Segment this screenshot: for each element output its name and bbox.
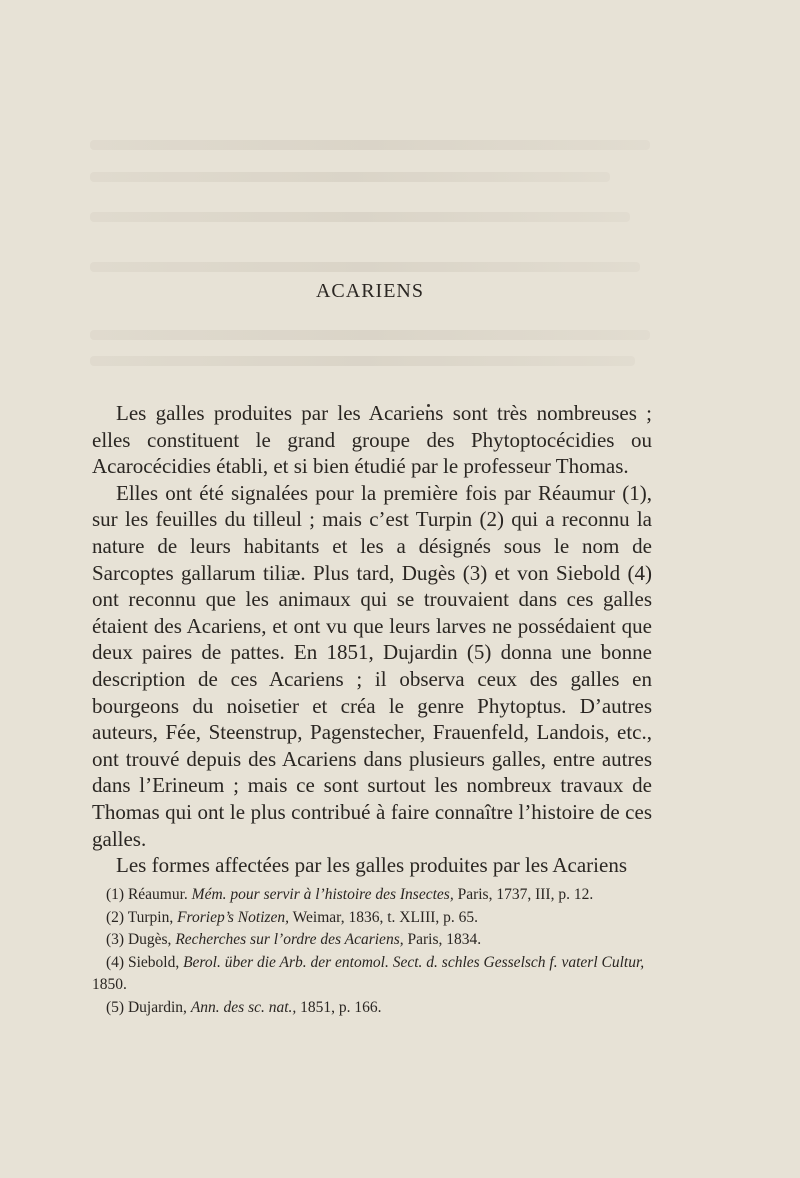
bleed-through-line <box>90 356 635 366</box>
footnote-work: Ann. des sc. nat., <box>190 998 297 1016</box>
footnote-number: (4) <box>106 953 125 971</box>
footnote-number: (3) <box>106 931 125 948</box>
footnote-details: Paris, 1834. <box>407 931 482 948</box>
footnote-work: Mém. pour servir à l’histoire des Insectes, <box>191 886 454 903</box>
footnote-author: Siebold, <box>127 953 180 971</box>
footnotes <box>92 884 652 1019</box>
footnote <box>92 997 652 1020</box>
footnote-number: (1) <box>106 886 125 903</box>
footnote <box>92 884 652 907</box>
bleed-through-line <box>90 212 630 222</box>
paragraph: Les galles produites par les Acariens sont très nombreuses ; elles constituent le grand groupe des Phytoptocécidies ou Acarocécidies établi, et si bien étudié par le professeur Thomas. <box>92 401 652 479</box>
footnote <box>92 929 652 952</box>
footnote-work: Recherches sur l’ordre des Acariens, <box>175 931 404 948</box>
footnote-author: Dujardin, <box>127 998 187 1016</box>
footnote-details: 1850. <box>92 976 127 993</box>
footnote-details: 1851, p. 166. <box>300 998 382 1016</box>
footnote-details: Paris, 1737, III, p. 12. <box>457 886 594 903</box>
paragraph: Elles ont été signalées pour la première fois par Réaumur (1), sur les feuilles du tilleul ; mais c’est Turpin (2) qui a reconnu la nature de leurs habitants et les a désignés sous le nom de Sarcoptes gallarum tiliæ. Plus tard, Dugès (3) et von Siebold (4) ont reconnu que les animaux qui se trouvaient dans ces galles étaient des Acariens, et ont vu que leurs larves ne possédaient que deux paires de pattes. En 1851, Dujardin (5) donna une bonne description de ces Acariens ; il observa ceux des galles en bourgeons du noisetier et créa le genre Phytoptus. D’autres auteurs, Fée, Steenstrup, Pagenstecher, Frauenfeld, Landois, etc., ont trouvé depuis des Acariens dans plusieurs galles, entre autres dans l’Erineum ; mais ce sont surtout les nombreux travaux de Thomas qui ont le plus contribué à faire connaître l’histoire de ces galles. <box>92 480 652 851</box>
page-title: ACARIENS <box>315 280 424 302</box>
footnote-number: (5) <box>106 998 125 1016</box>
footnote-work: Berol. über die Arb. der entomol. Sect. d. schles Gesselsch f. vaterl Cultur, <box>183 953 645 971</box>
footnote-author: Dugès, <box>127 931 172 948</box>
paragraph: Les formes affectées par les galles produites par les Acariens <box>116 853 627 878</box>
footnote-number: (2) <box>106 908 125 926</box>
footnote-author: Turpin, <box>127 908 174 926</box>
footnote-author: Réaumur. <box>127 886 188 903</box>
main-text <box>92 400 652 879</box>
bleed-through-line <box>90 172 610 182</box>
footnote <box>92 952 652 997</box>
bleed-through-line <box>90 330 650 340</box>
footnote-details: Weimar, 1836, t. XLIII, p. 65. <box>292 908 479 926</box>
bleed-through-line <box>90 262 640 272</box>
footnote <box>92 907 652 930</box>
bleed-through-line <box>90 140 650 150</box>
footnote-work: Froriep’s Notizen, <box>177 908 290 926</box>
